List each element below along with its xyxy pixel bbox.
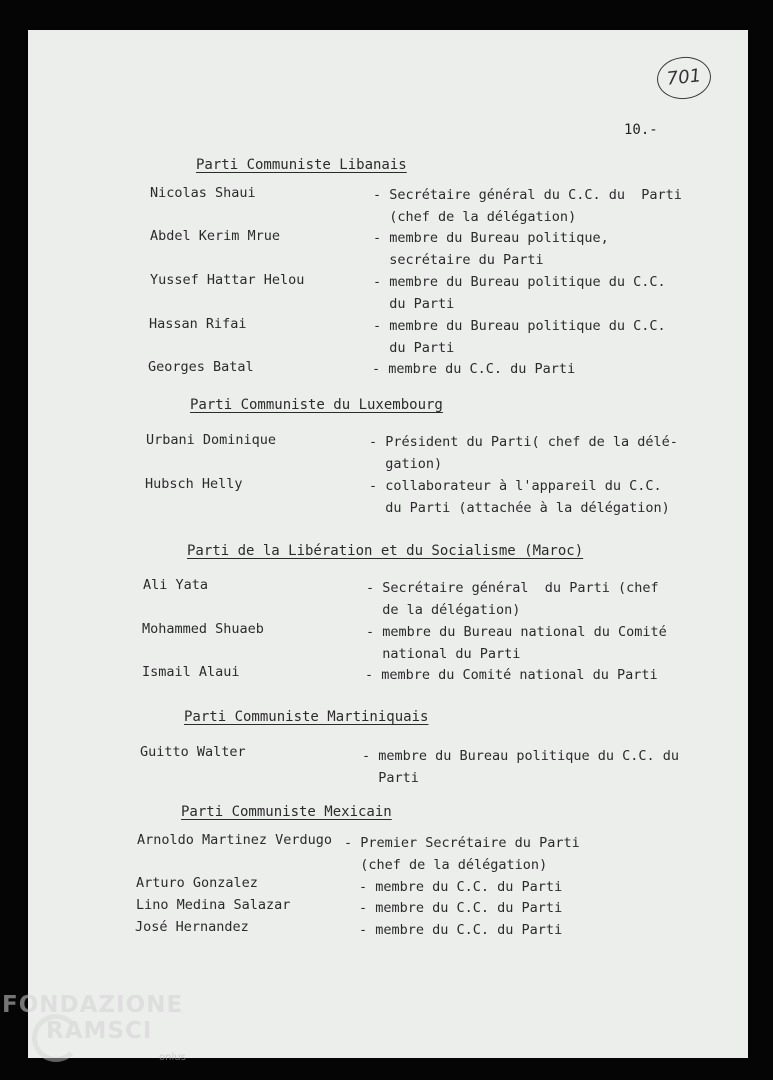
member-role: - membre du C.C. du Parti — [359, 879, 563, 895]
member-name: Hubsch Helly — [145, 476, 243, 492]
member-name: Georges Batal — [148, 359, 254, 375]
watermark-line2: RAMSCI — [46, 1018, 153, 1044]
member-role: - membre du Bureau national du Comité national du Parti — [366, 624, 667, 662]
watermark-sub: onlus — [159, 1052, 186, 1063]
member-role: - collaborateur à l'appareil du C.C. du Parti (attachée à la délégation) — [369, 478, 670, 516]
member-role: - membre du Bureau politique du C.C. du Parti — [373, 274, 666, 312]
member-role: - membre du C.C. du Parti — [359, 922, 563, 938]
member-name: Ismail Alaui — [142, 664, 240, 680]
member-role: - membre du Comité national du Parti — [365, 667, 658, 683]
section-heading: Parti Communiste Libanais — [196, 157, 407, 173]
member-role: - Secrétaire général du C.C. du Parti (chef de la délégation) — [373, 187, 682, 225]
section-heading: Parti Communiste Martiniquais — [184, 709, 429, 725]
member-role: - Premier Secrétaire du Parti (chef de la délégation) — [344, 835, 580, 873]
member-name: Arturo Gonzalez — [136, 875, 258, 891]
member-name: Abdel Kerim Mrue — [150, 228, 281, 244]
archive-stamp: 701 — [655, 54, 713, 101]
member-name: Nicolas Shaui — [150, 185, 256, 201]
member-name: Arnoldo Martinez Verdugo — [137, 832, 333, 848]
section-heading: Parti Communiste du Luxembourg — [190, 397, 443, 413]
member-name: José Hernandez — [135, 919, 249, 935]
member-role: - membre du C.C. du Parti — [372, 361, 576, 377]
member-role: - membre du Bureau politique, secrétaire du Parti — [373, 230, 609, 268]
member-name: Urbani Dominique — [146, 432, 277, 448]
member-role: - membre du C.C. du Parti — [359, 900, 563, 916]
watermark-g-logo-icon — [32, 1014, 80, 1062]
member-role: - membre du Bureau politique du C.C. du Parti — [373, 318, 666, 356]
member-name: Ali Yata — [143, 577, 209, 593]
page-number: 10.- — [624, 122, 658, 138]
member-name: Lino Medina Salazar — [136, 897, 291, 913]
member-role: - Secrétaire général du Parti (chef de la délégation) — [366, 580, 659, 618]
member-role: - Président du Parti( chef de la délé- gation) — [369, 434, 678, 472]
section-heading: Parti Communiste Mexicain — [181, 804, 392, 820]
member-role: - membre du Bureau politique du C.C. du Parti — [362, 748, 679, 786]
member-name: Guitto Walter — [140, 744, 246, 760]
archive-watermark — [2, 992, 183, 1044]
member-name: Hassan Rifai — [149, 316, 247, 332]
member-name: Mohammed Shuaeb — [142, 621, 264, 637]
section-heading: Parti de la Libération et du Socialisme (Maroc) — [187, 543, 584, 559]
member-name: Yussef Hattar Helou — [150, 272, 305, 288]
watermark-line1: FONDAZIONE — [2, 992, 184, 1018]
